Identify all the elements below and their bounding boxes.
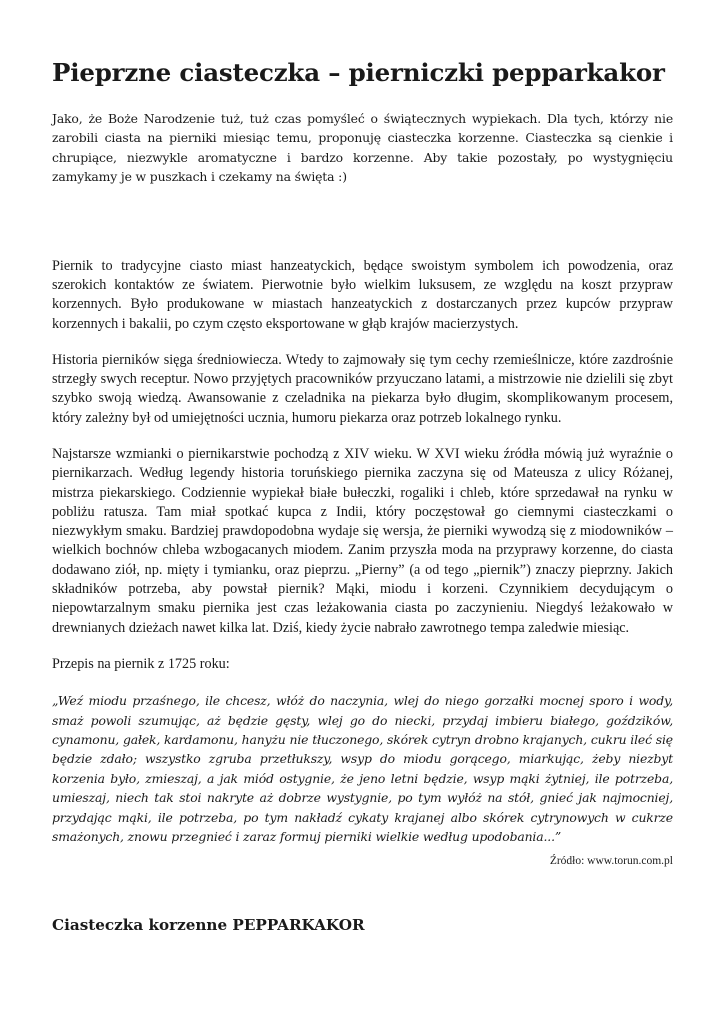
recipe-intro: Przepis na piernik z 1725 roku: <box>52 655 230 672</box>
recipe-quote: „Weź miodu przaśnego, ile chcesz, włóż do naczynia, wlej do niego gorzałki mocnej sporo i wody, smaż powoli szumując, aż będzie gęsty, wlej go do niecki, przydaj imbieru białego, goździków, cynamonu, gałek, kardamonu, hanyżu nie tłuczonego, skórek cytryn drobno krajanych, cukru ileć się będzie zdało; wszystko zgruba przetłukszy, wsyp do miodu gorącego, miarkując, żeby niezbyt korzenia było, zmieszaj, a jak miód ostygnie, że jeno letni będzie, wsyp mąki żytniej, ile potrzeba, umieszaj, niech tak stoi nakryte aż dobrze wystygnie, po tym wyłóż na stół, gnieć jak najmocniej, przydając mąki, ile potrzeba, po tym nakładź cykaty krajanej albo skórek cytrynowych w cukrze smażonych, znowu przegnieć i zaraz formuj pierniki wielkie według upodobania...” <box>52 693 673 845</box>
paragraph-piernik: Piernik to tradycyjne ciasto miast hanzeatyckich, będące swoistym symbolem ich powodzenia, oraz szerokich kontaktów ze światem. Pierwotnie było wielkim luksusem, ze względu na koszt przypraw korzennych. Było produkowane w miastach hanzeatyckich z dostarczanych przez kupców przypraw korzennych i bakalii, po czym często eksportowane w głąb krajów macierzystych. <box>52 257 673 332</box>
intro-paragraph: Jako, że Boże Narodzenie tuż, tuż czas pomyśleć o świątecznych wypiekach. Dla tych, którzy nie zarobili ciasta na pierniki miesiąc temu, proponuję ciasteczka korzenne. Ciasteczka są cienkie i chrupiące, niezwykle aromatyczne i bardzo korzenne. Aby takie pozostały, po wystygnięciu zamykamy je w puszkach i czekamy na święta :) <box>52 111 673 185</box>
paragraph-najstarsze: Najstarsze wzmianki o piernikarstwie pochodzą z XIV wieku. W XVI wieku źródła mówią już wyraźnie o piernikarzach. Według legendy historia toruńskiego piernika zaczyna się od Mateusza z ulicy Różanej, mistrza piekarskiego. Codziennie wypiekał białe bułeczki, rogaliki i chleb, które sprzedawał na rynku w pobliżu ratusza. Tam miał spotkać kupca z Indii, który poczęstował go ciemnymi ciasteczkami o niezwykłym smaku. Bardziej prawdopodobna wydaje się wersja, że pierniki wywodzą się z miodowników – wielkich bochnów chleba wzbogacanych miodem. Zanim przyszła moda na przyprawy korzenne, do ciasta dodawano ziół, np. mięty i tymianku, oraz pieprzu. „Pierny” (a od tego „piernik”) znaczy pieprzny. Jakich składników potrzeba, aby powstał piernik? Mąki, miodu i korzeni. Czynnikiem decydującym o niepowtarzalnym smaku piernika jest czas leżakowania ciasta po zaczynieniu. Niegdyś leżakowało w drewnianych dzieżach nawet kilka lat. Dziś, kiedy życie nabrało zawrotnego tempa zaledwie miesiąc. <box>52 446 673 636</box>
source-citation: Źródło: www.torun.com.pl <box>549 854 673 867</box>
paragraph-historia: Historia pierników sięga średniowiecza. Wtedy to zajmowały się tym cechy rzemieślnicze, które zazdrośnie strzegły swych receptur. Nowo przyjętych pracowników przyuczano latami, a mistrzowie nie dzielili się zbyt szybko swoją wiedzą. Awansowanie z czeladnika na piekarza było długim, skomplikowanym procesem, który zależny był od umiejętności ucznia, humoru piekarza oraz potrzeb lokalnego rynku. <box>52 351 673 426</box>
article-title: Pieprzne ciasteczka – pierniczki pepparkakor <box>52 58 665 87</box>
document-page <box>52 0 673 935</box>
section-heading: Ciasteczka korzenne PEPPARKAKOR <box>52 915 365 934</box>
